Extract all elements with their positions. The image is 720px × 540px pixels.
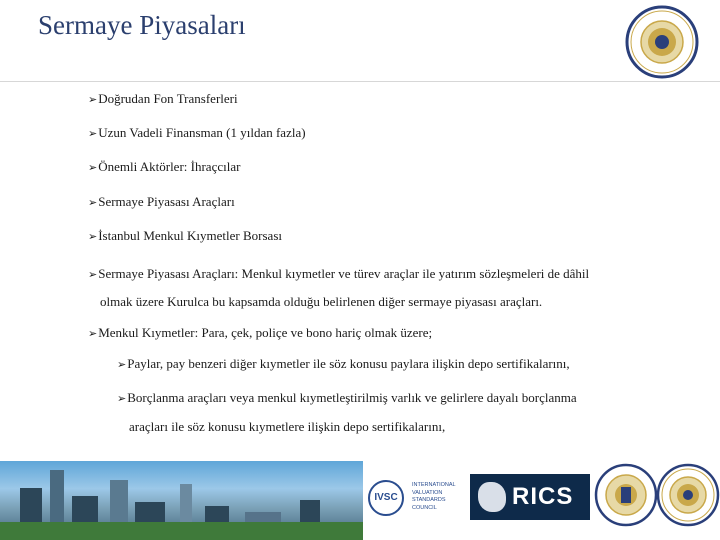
ivsc-mark: IVSC bbox=[368, 480, 404, 516]
bullet-item: ➢Doğrudan Fon Transferleri bbox=[88, 91, 238, 106]
city-skyline-image bbox=[0, 461, 363, 540]
ankara-university-seal-icon bbox=[625, 5, 699, 79]
sub-bullet-item: ➢Borçlanma araçları veya menkul kıymetleştirilmiş varlık ve gelirlere dayalı borçlanma araçları ile söz konusu kıymetlere ilişkin depo sertifikalarını, bbox=[117, 390, 577, 434]
ivsc-text: INTERNATIONAL VALUATION STANDARDS COUNCIL bbox=[412, 482, 456, 511]
arrow-bullet-icon: ➢ bbox=[88, 196, 98, 209]
sub-bullet-item: ➢Paylar, pay benzeri diğer kıymetler ile söz konusu paylara ilişkin depo sertifikalarını, bbox=[117, 356, 570, 371]
arrow-bullet-icon: ➢ bbox=[88, 327, 98, 340]
arrow-bullet-icon: ➢ bbox=[88, 230, 98, 243]
bullet-item: ➢Önemli Aktörler: İhraçcılar bbox=[88, 159, 241, 174]
arrow-bullet-icon: ➢ bbox=[88, 161, 98, 174]
arrow-bullet-icon: ➢ bbox=[88, 268, 98, 281]
rics-text: RICS bbox=[512, 483, 574, 510]
university-seal-icon bbox=[594, 463, 658, 527]
bullet-item: ➢Menkul Kıymetler: Para, çek, poliçe ve bono hariç olmak üzere; bbox=[88, 325, 433, 340]
rics-logo bbox=[470, 474, 590, 520]
arrow-bullet-icon: ➢ bbox=[117, 358, 127, 371]
bullet-item: ➢Uzun Vadeli Finansman (1 yıldan fazla) bbox=[88, 125, 306, 140]
ankara-university-seal-icon bbox=[656, 463, 720, 527]
ivsc-logo bbox=[368, 476, 468, 518]
bullet-item: ➢Sermaye Piyasası Araçları: Menkul kıymetler ve türev araçlar ile yatırım sözleşmeleri de dâhil olmak üzere Kurulca bu kapsamda olduğu belirlenen diğer sermaye piyasası araçları. bbox=[88, 266, 590, 309]
arrow-bullet-icon: ➢ bbox=[88, 93, 98, 106]
arrow-bullet-icon: ➢ bbox=[88, 127, 98, 140]
page-title: Sermaye Piyasaları bbox=[38, 10, 246, 40]
header-divider bbox=[0, 81, 720, 82]
bullet-item: ➢İstanbul Menkul Kıymetler Borsası bbox=[88, 228, 282, 243]
arrow-bullet-icon: ➢ bbox=[117, 392, 127, 405]
rics-lion-icon bbox=[478, 482, 506, 512]
bullet-item: ➢Sermaye Piyasası Araçları bbox=[88, 194, 235, 209]
